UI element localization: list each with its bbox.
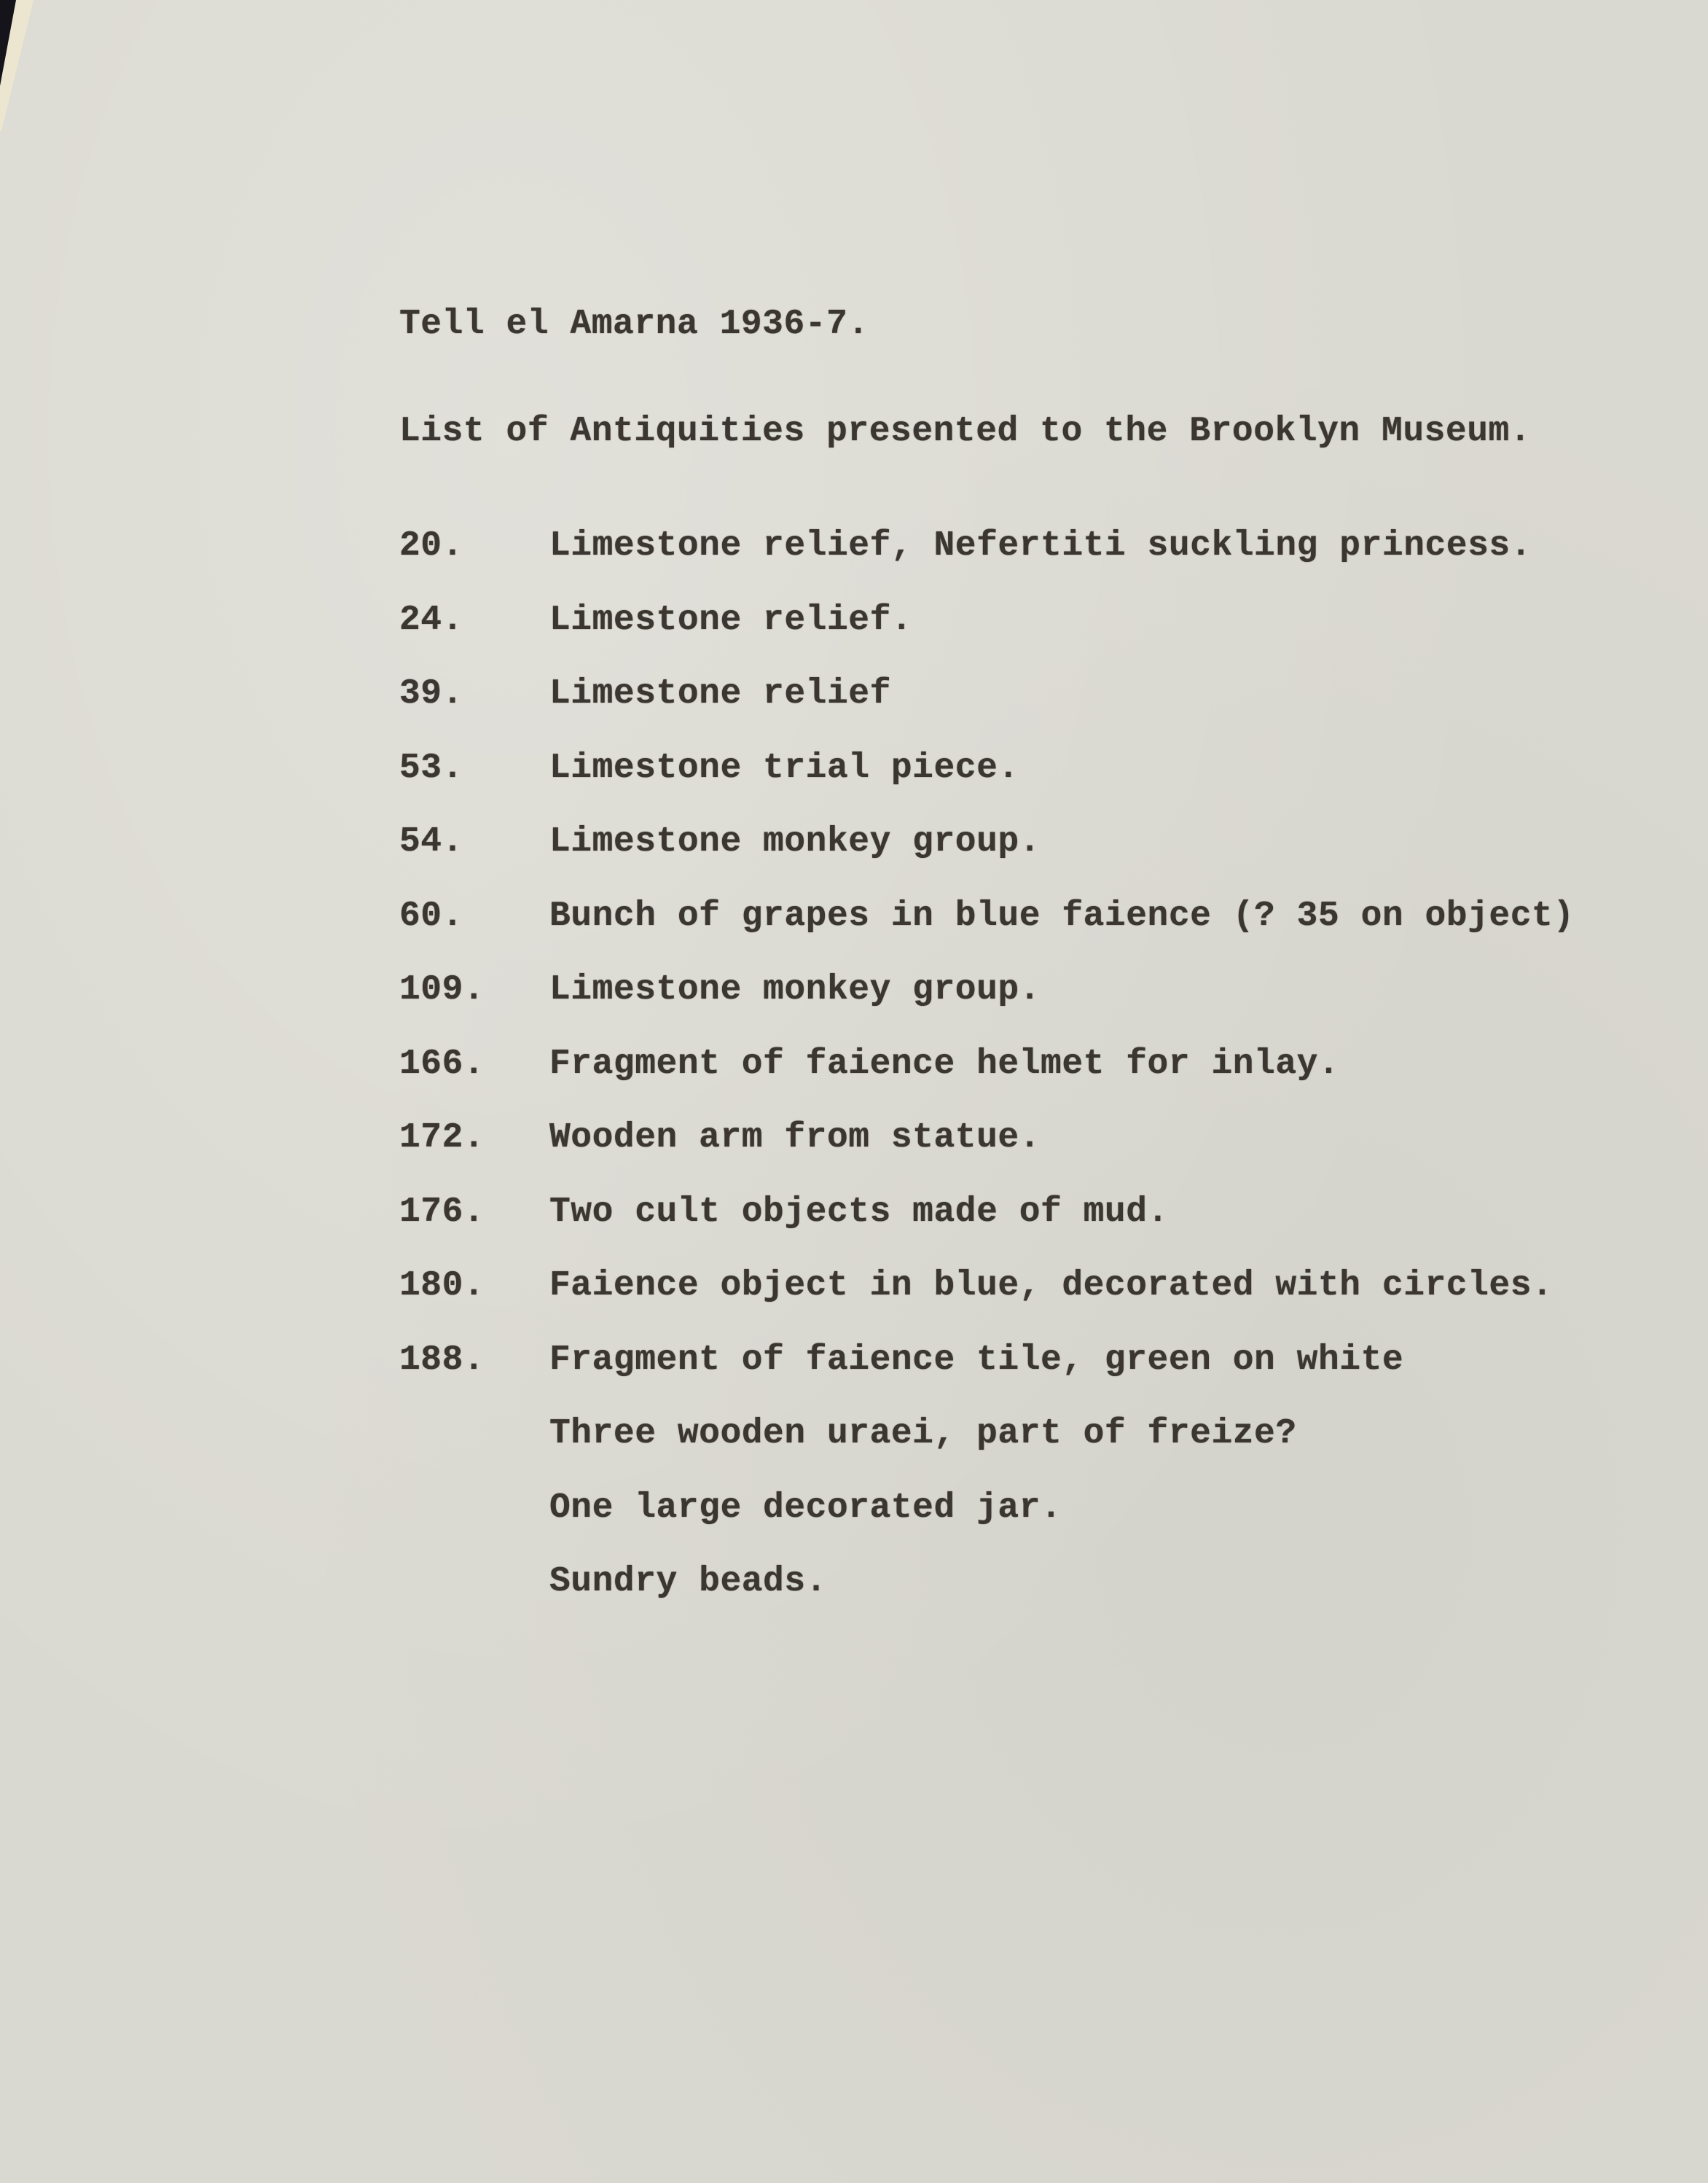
list-item	[399, 1488, 1667, 1563]
item-description: Two cult objects made of mud.	[549, 1192, 1169, 1232]
item-description: Limestone monkey group.	[549, 970, 1041, 1010]
item-number: 166.	[399, 1044, 485, 1084]
item-number: 180.	[399, 1266, 485, 1305]
item-description: Sundry beads.	[549, 1562, 827, 1601]
item-number: 188.	[399, 1340, 485, 1380]
list-item	[399, 749, 1667, 823]
list-item	[399, 897, 1667, 971]
item-description: Wooden arm from statue.	[549, 1118, 1041, 1157]
item-number: 172.	[399, 1118, 485, 1157]
item-description: One large decorated jar.	[549, 1488, 1062, 1528]
item-description: Fragment of faience helmet for inlay.	[549, 1044, 1340, 1084]
list-item	[399, 526, 1667, 601]
item-description: Limestone trial piece.	[549, 748, 1019, 788]
list-item	[399, 1562, 1667, 1636]
item-description: Limestone monkey group.	[549, 822, 1041, 862]
document-title: Tell el Amarna 1936-7.	[399, 305, 869, 344]
list-item	[399, 601, 1667, 675]
list-item	[399, 1192, 1667, 1267]
list-item	[399, 1044, 1667, 1119]
list-item	[399, 822, 1667, 897]
item-number: 54.	[399, 822, 463, 862]
item-number: 39.	[399, 674, 463, 714]
document-subtitle: List of Antiquities presented to the Brooklyn Museum.	[399, 412, 1532, 451]
list-item	[399, 1118, 1667, 1192]
list-item	[399, 674, 1667, 749]
item-number: 176.	[399, 1192, 485, 1232]
item-description: Limestone relief, Nefertiti suckling princess.	[549, 526, 1532, 566]
item-description: Three wooden uraei, part of freize?	[549, 1414, 1297, 1453]
item-description: Bunch of grapes in blue faience (? 35 on object)	[549, 896, 1575, 936]
item-number: 24.	[399, 600, 463, 640]
item-number: 20.	[399, 526, 463, 566]
item-number: 53.	[399, 748, 463, 788]
list-item	[399, 1340, 1667, 1415]
item-number: 109.	[399, 970, 485, 1010]
item-number: 60.	[399, 896, 463, 936]
item-description: Limestone relief.	[549, 600, 913, 640]
item-description: Limestone relief	[549, 674, 891, 714]
item-description: Faience object in blue, decorated with circles.	[549, 1266, 1554, 1305]
list-item	[399, 1414, 1667, 1488]
list-item	[399, 1266, 1667, 1340]
item-description: Fragment of faience tile, green on white	[549, 1340, 1404, 1380]
list-item	[399, 970, 1667, 1044]
antiquities-list	[399, 526, 1667, 1636]
